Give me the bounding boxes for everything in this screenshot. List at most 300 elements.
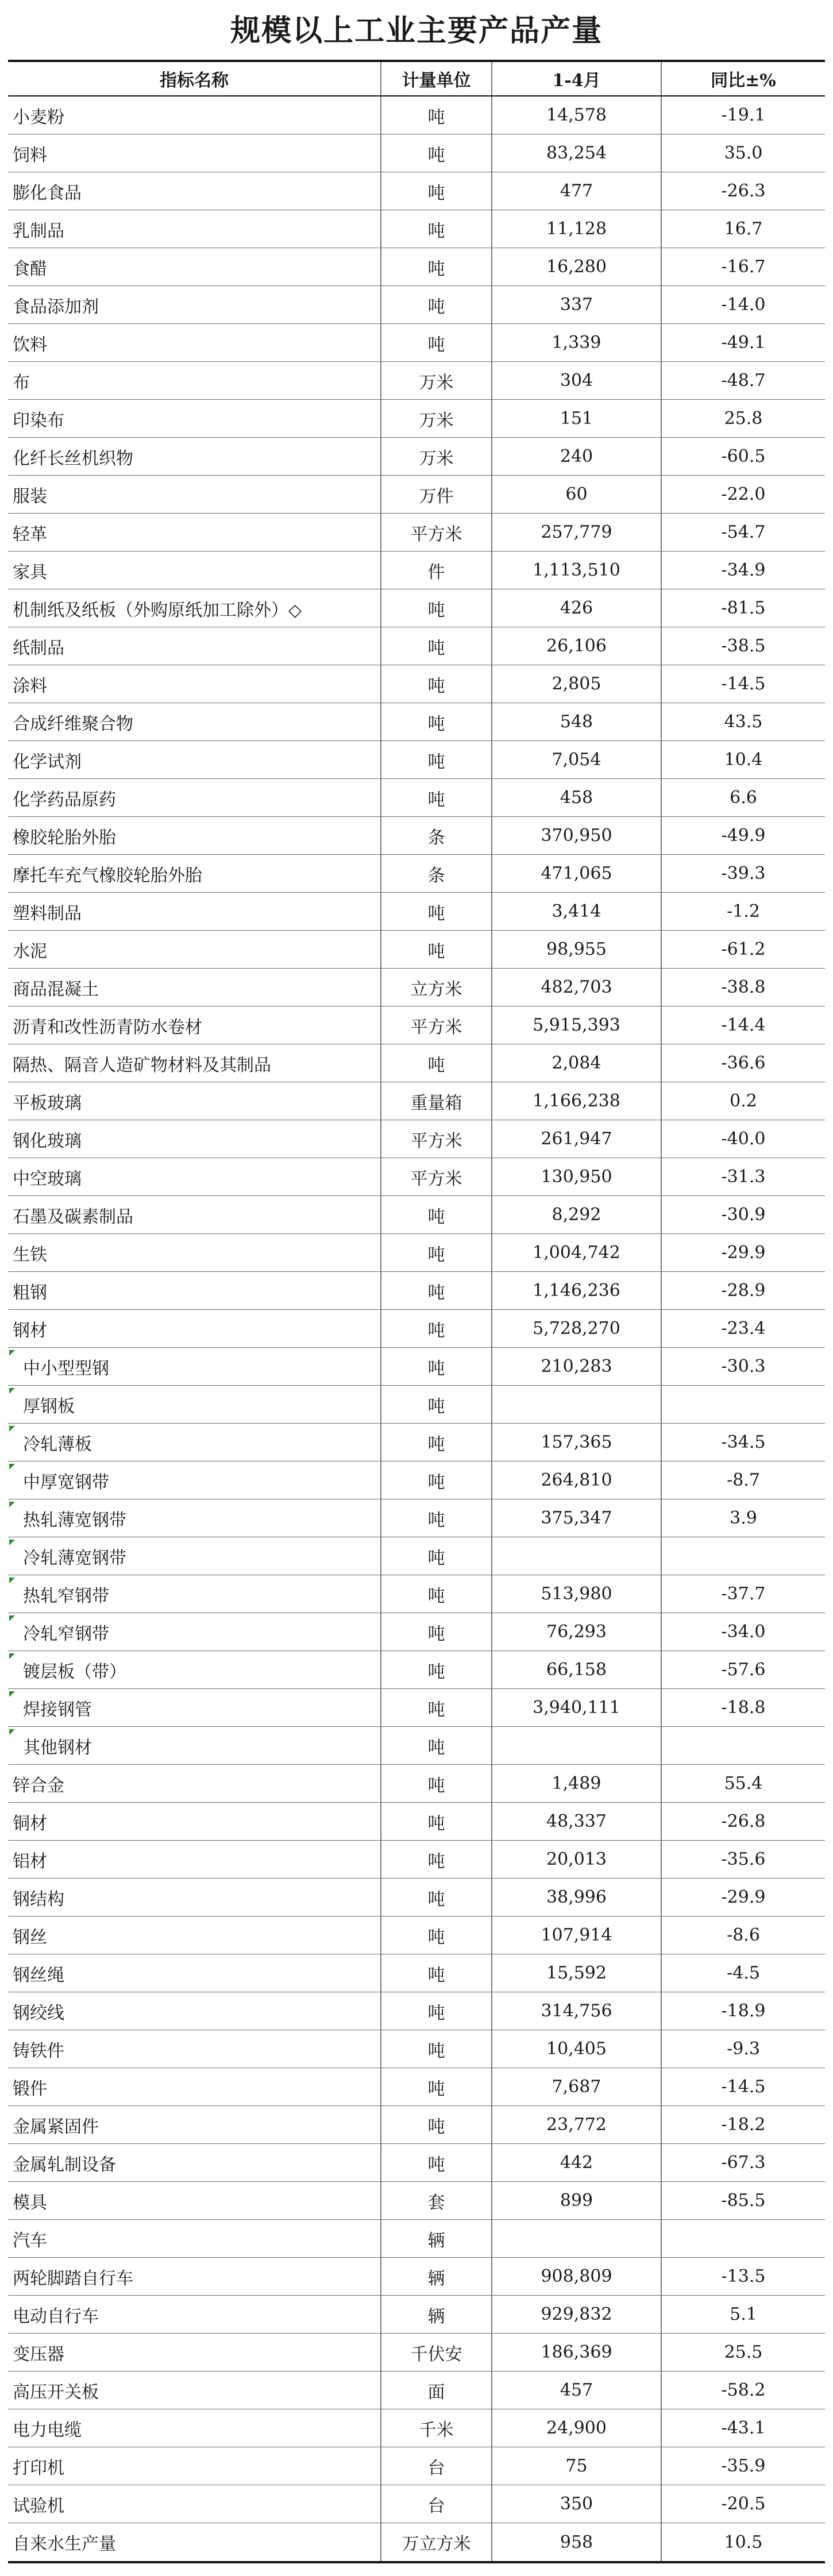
cell-change	[661, 2485, 825, 2523]
cell-value-text: 337	[560, 295, 593, 315]
cell-value	[491, 362, 661, 399]
cell-value-text: 20,013	[546, 1849, 607, 1869]
header-indicator-name: 指标名称	[160, 71, 229, 91]
table-row	[8, 2447, 825, 2485]
table-row	[8, 1158, 825, 1196]
table-row	[8, 1424, 825, 1461]
table-row	[8, 1727, 825, 1765]
cell-name-text: 乳制品	[13, 221, 64, 241]
cell-change-text: -14.5	[721, 674, 766, 694]
cell-name-text: 化纤长丝机织物	[13, 448, 133, 469]
cell-value-text: 14,578	[546, 105, 607, 125]
table-row	[8, 1992, 825, 2030]
cell-value	[491, 779, 661, 816]
cell-unit-text: 平方米	[410, 1131, 462, 1151]
cell-unit	[380, 779, 491, 816]
cell-value	[491, 1461, 661, 1499]
cell-name-text: 打印机	[13, 2458, 64, 2478]
cell-value	[491, 1007, 661, 1044]
cell-change	[661, 817, 825, 854]
table-row	[8, 1348, 825, 1386]
cell-value-text: 8,292	[552, 1205, 601, 1225]
cell-change-text: -8.7	[727, 1470, 760, 1490]
cell-unit-text: 吨	[427, 789, 445, 810]
cell-unit	[380, 1613, 491, 1651]
cell-name	[8, 1499, 380, 1537]
cell-name-text: 金属紧固件	[13, 2116, 99, 2137]
cell-change	[661, 2144, 825, 2181]
cell-change	[661, 438, 825, 475]
cell-name-text: 机制纸及纸板（外购原纸加工除外）◇	[13, 600, 302, 620]
cell-unit	[380, 476, 491, 513]
cell-change-text: -13.5	[721, 2266, 766, 2286]
cell-change-text: 16.7	[724, 219, 763, 239]
cell-change	[661, 2258, 825, 2295]
cell-name-text: 钢化玻璃	[13, 1131, 82, 1151]
header-yoy-change: 同比±%	[661, 62, 825, 95]
cell-unit	[380, 1234, 491, 1271]
cell-unit-text: 吨	[427, 1775, 445, 1796]
cell-value	[491, 1158, 661, 1196]
table-row	[8, 893, 825, 931]
cell-value	[491, 931, 661, 968]
table-row	[8, 1537, 825, 1575]
cell-name-text: 铸铁件	[13, 2041, 64, 2061]
cell-name-text: 高压开关板	[13, 2382, 99, 2403]
cell-name	[8, 2030, 380, 2068]
cell-change	[661, 969, 825, 1006]
cell-name-text: 冷轧薄板	[23, 1434, 92, 1455]
cell-change-text: -30.3	[721, 1356, 766, 1376]
cell-change	[661, 2182, 825, 2219]
table-row	[8, 362, 825, 400]
cell-unit	[380, 589, 491, 627]
cell-change-text: -61.2	[721, 939, 766, 959]
cell-value	[491, 1879, 661, 1916]
cell-value	[491, 324, 661, 361]
cell-unit-text: 万米	[419, 372, 454, 393]
cell-name-text: 金属轧制设备	[13, 2154, 116, 2175]
cell-change-text: -1.2	[727, 901, 760, 921]
cell-change-text: -85.5	[721, 2191, 766, 2211]
cell-unit-text: 吨	[427, 1472, 445, 1493]
cell-name-text: 石墨及碳素制品	[13, 1206, 133, 1227]
cell-value-text: 458	[560, 788, 593, 808]
table-row	[8, 1575, 825, 1613]
cell-value	[491, 703, 661, 741]
cell-unit-text: 万米	[419, 448, 454, 469]
cell-unit	[380, 1765, 491, 1802]
cell-name-text: 热轧窄钢带	[23, 1586, 109, 1606]
cell-value	[491, 1954, 661, 1992]
cell-name-text: 印染布	[13, 410, 64, 431]
cell-value-text: 314,756	[541, 2001, 612, 2021]
cell-value	[491, 1689, 661, 1726]
cell-name-text: 铜材	[13, 1813, 47, 1834]
cell-value-text: 11,128	[546, 219, 607, 239]
comment-marker-icon	[9, 1426, 15, 1432]
cell-name-text: 钢丝绳	[13, 1965, 64, 1985]
cell-change-text: -34.0	[721, 1622, 766, 1642]
cell-name	[8, 2220, 380, 2257]
cell-unit	[380, 2334, 491, 2371]
table-row	[8, 2523, 825, 2561]
cell-value-text: 23,772	[546, 2115, 607, 2135]
cell-unit-text: 平方米	[410, 1017, 462, 1038]
cell-value-text: 83,254	[546, 143, 607, 163]
cell-value-text: 1,489	[552, 1773, 601, 1794]
cell-value-text: 157,365	[541, 1432, 612, 1452]
cell-name-text: 食品添加剂	[13, 296, 99, 317]
cell-unit-text: 吨	[427, 107, 445, 128]
cell-change-text: -34.5	[721, 1432, 766, 1452]
cell-change-text: -18.9	[721, 2001, 766, 2021]
cell-change	[661, 1386, 825, 1423]
cell-name	[8, 1348, 380, 1385]
cell-unit	[380, 2030, 491, 2068]
cell-name-text: 膨化食品	[13, 183, 82, 203]
cell-name-text: 汽车	[13, 2230, 47, 2251]
cell-unit	[380, 855, 491, 892]
cell-change-text: -67.3	[721, 2153, 766, 2173]
table-row	[8, 1841, 825, 1879]
cell-change-text: -20.5	[721, 2494, 766, 2514]
cell-change	[661, 1310, 825, 1347]
cell-change-text: 0.2	[730, 1091, 757, 1111]
cell-name-text: 锌合金	[13, 1775, 64, 1796]
table-row	[8, 969, 825, 1007]
cell-change-text: 35.0	[724, 143, 763, 163]
cell-name-text: 中小型型钢	[23, 1358, 109, 1379]
table-row	[8, 1272, 825, 1310]
cell-unit-text: 吨	[427, 1282, 445, 1303]
cell-change	[661, 589, 825, 627]
cell-name-text: 厚钢板	[23, 1396, 75, 1417]
cell-unit	[380, 2182, 491, 2219]
cell-value	[491, 855, 661, 892]
cell-name-text: 中厚宽钢带	[23, 1472, 109, 1493]
cell-unit-text: 吨	[427, 638, 445, 658]
cell-value	[491, 1841, 661, 1878]
cell-change-text: 43.5	[724, 712, 763, 732]
cell-value	[491, 741, 661, 778]
cell-value-text: 426	[560, 598, 593, 618]
cell-change-text: -31.3	[721, 1167, 766, 1187]
cell-change-text: -26.8	[721, 1811, 766, 1831]
cell-change	[661, 2220, 825, 2257]
cell-unit-text: 吨	[427, 1927, 445, 1948]
cell-name-text: 钢结构	[13, 1889, 64, 1910]
cell-change	[661, 1575, 825, 1613]
cell-name	[8, 2409, 380, 2447]
cell-unit-text: 吨	[427, 1548, 445, 1568]
cell-unit	[380, 210, 491, 248]
table-row	[8, 1044, 825, 1082]
cell-name	[8, 210, 380, 248]
cell-unit	[380, 1841, 491, 1878]
cell-value-text: 482,703	[541, 977, 612, 997]
cell-value	[491, 2409, 661, 2447]
cell-change	[661, 2447, 825, 2485]
cell-change	[661, 324, 825, 361]
cell-unit	[380, 2523, 491, 2561]
cell-name-text: 冷轧薄宽钢带	[23, 1548, 126, 1568]
cell-change	[661, 2523, 825, 2561]
cell-unit-text: 吨	[427, 1813, 445, 1834]
cell-name	[8, 1803, 380, 1840]
cell-change-text: -39.3	[721, 863, 766, 884]
cell-value	[491, 1575, 661, 1613]
cell-unit-text: 万米	[419, 410, 454, 431]
cell-name	[8, 1234, 380, 1271]
cell-unit-text: 吨	[427, 941, 445, 962]
cell-change	[661, 1879, 825, 1916]
cell-name-text: 焊接钢管	[23, 1699, 92, 1720]
cell-value	[491, 514, 661, 551]
cell-name-text: 生铁	[13, 1244, 47, 1265]
cell-unit	[380, 1007, 491, 1044]
table-row	[8, 1007, 825, 1044]
table-row	[8, 514, 825, 552]
cell-value-text: 304	[560, 371, 593, 391]
cell-value	[491, 1044, 661, 1082]
table-row	[8, 741, 825, 779]
cell-change-text: 5.1	[730, 2304, 757, 2324]
cell-name-text: 橡胶轮胎外胎	[13, 827, 116, 848]
cell-name-text: 自来水生产量	[13, 2534, 116, 2554]
table-row	[8, 1461, 825, 1499]
cell-unit	[380, 1537, 491, 1575]
cell-value	[491, 2220, 661, 2257]
comment-marker-icon	[9, 1729, 15, 1735]
cell-name	[8, 1954, 380, 1992]
table-row	[8, 1499, 825, 1537]
cell-name-text: 中空玻璃	[13, 1169, 82, 1189]
cell-name	[8, 2334, 380, 2371]
cell-name-text: 电动自行车	[13, 2306, 99, 2327]
cell-name	[8, 2106, 380, 2143]
cell-value-text: 1,113,510	[533, 560, 620, 580]
cell-name-text: 饮料	[13, 334, 47, 355]
cell-name	[8, 1158, 380, 1196]
cell-change-text: -54.7	[721, 522, 766, 542]
cell-unit	[380, 97, 491, 134]
cell-value-text: 76,293	[546, 1622, 607, 1642]
cell-name	[8, 1879, 380, 1916]
cell-value-text: 66,158	[546, 1660, 607, 1680]
table-row	[8, 210, 825, 248]
cell-value-text: 477	[560, 181, 593, 201]
cell-value-text: 513,980	[541, 1584, 612, 1604]
table-row	[8, 703, 825, 741]
cell-name-text: 轻革	[13, 524, 47, 545]
cell-change	[661, 1424, 825, 1461]
cell-unit-text: 吨	[427, 1965, 445, 1985]
cell-name-text: 家具	[13, 562, 47, 583]
cell-name	[8, 1196, 380, 1233]
cell-change	[661, 552, 825, 589]
cell-value-text: 75	[565, 2456, 588, 2476]
cell-value-text: 107,914	[541, 1925, 612, 1945]
cell-unit	[380, 286, 491, 323]
table-row	[8, 665, 825, 703]
cell-value	[491, 1310, 661, 1347]
cell-unit	[380, 1424, 491, 1461]
cell-name-text: 电力电缆	[13, 2420, 82, 2440]
cell-name-text: 化学试剂	[13, 751, 82, 772]
cell-name-text: 铝材	[13, 1851, 47, 1872]
cell-unit-text: 吨	[427, 1851, 445, 1872]
cell-name-text: 服装	[13, 486, 47, 507]
cell-change-text: -35.6	[721, 1849, 766, 1869]
cell-name	[8, 817, 380, 854]
cell-name	[8, 741, 380, 778]
cell-change	[661, 400, 825, 437]
cell-name-text: 商品混凝土	[13, 979, 99, 1000]
cell-name-text: 布	[13, 372, 30, 393]
cell-unit-text: 平方米	[410, 524, 462, 545]
table-row	[8, 324, 825, 362]
cell-change	[661, 627, 825, 665]
cell-name	[8, 589, 380, 627]
comment-marker-icon	[9, 1578, 15, 1583]
cell-change-text: -49.1	[721, 333, 766, 353]
cell-unit-text: 吨	[427, 1889, 445, 1910]
table-row	[8, 438, 825, 476]
cell-name	[8, 969, 380, 1006]
cell-name	[8, 1727, 380, 1764]
cell-value-text: 375,347	[541, 1508, 612, 1528]
cell-value	[491, 210, 661, 248]
cell-unit	[380, 1348, 491, 1385]
table-row	[8, 2485, 825, 2523]
cell-unit	[380, 324, 491, 361]
cell-value-text: 186,369	[541, 2342, 612, 2362]
cell-value-text: 929,832	[541, 2304, 612, 2324]
cell-change-text: -57.6	[721, 1660, 766, 1680]
cell-value	[491, 2371, 661, 2409]
cell-name-text: 镀层板（带）	[23, 1661, 126, 1682]
cell-name-text: 钢丝	[13, 1927, 47, 1948]
cell-change	[661, 1461, 825, 1499]
table-row	[8, 2409, 825, 2447]
cell-name	[8, 1272, 380, 1309]
cell-change	[661, 1120, 825, 1158]
table-header-row	[8, 62, 825, 97]
cell-unit	[380, 1386, 491, 1423]
cell-name	[8, 1424, 380, 1461]
cell-value-text: 899	[560, 2191, 593, 2211]
cell-unit-text: 吨	[427, 1737, 445, 1758]
cell-change-text: -35.9	[721, 2456, 766, 2476]
cell-name	[8, 362, 380, 399]
cell-value-text: 3,940,111	[533, 1698, 620, 1718]
table-row	[8, 1879, 825, 1916]
table-row	[8, 2296, 825, 2334]
table-row	[8, 627, 825, 665]
cell-change	[661, 1916, 825, 1954]
cell-unit	[380, 1082, 491, 1120]
table-row	[8, 931, 825, 969]
cell-name	[8, 172, 380, 210]
cell-unit	[380, 172, 491, 210]
cell-value	[491, 969, 661, 1006]
table-row	[8, 1310, 825, 1348]
product-output-table	[8, 60, 825, 2563]
table-row	[8, 1120, 825, 1158]
table-row	[8, 817, 825, 855]
cell-name-text: 热轧薄宽钢带	[23, 1510, 126, 1530]
cell-name-text: 其他钢材	[23, 1737, 92, 1758]
cell-change	[661, 2409, 825, 2447]
cell-change-text: -60.5	[721, 446, 766, 466]
table-row	[8, 2258, 825, 2296]
comment-marker-icon	[9, 1653, 15, 1659]
cell-unit	[380, 2220, 491, 2257]
cell-name	[8, 1386, 380, 1423]
cell-value-text: 471,065	[541, 863, 612, 884]
cell-name-text: 变压器	[13, 2344, 64, 2365]
cell-unit-text: 台	[427, 2458, 445, 2478]
cell-change	[661, 210, 825, 248]
cell-name	[8, 1916, 380, 1954]
cell-change-text: -19.1	[721, 105, 766, 125]
cell-name	[8, 1120, 380, 1158]
table-row	[8, 1916, 825, 1954]
cell-unit-text: 吨	[427, 1206, 445, 1227]
cell-change	[661, 1727, 825, 1764]
cell-name	[8, 2258, 380, 2295]
cell-name	[8, 324, 380, 361]
table-row	[8, 1196, 825, 1234]
cell-name-text: 食醋	[13, 259, 47, 279]
cell-change	[661, 1651, 825, 1688]
cell-name	[8, 1575, 380, 1613]
cell-unit-text: 条	[427, 827, 445, 848]
cell-unit-text: 重量箱	[410, 1093, 462, 1113]
cell-value	[491, 627, 661, 665]
cell-change	[661, 286, 825, 323]
cell-value-text: 958	[560, 2532, 593, 2552]
table-row	[8, 400, 825, 438]
cell-unit	[380, 1992, 491, 2030]
table-row	[8, 1689, 825, 1727]
cell-change	[661, 172, 825, 210]
cell-name	[8, 893, 380, 930]
cell-unit-text: 吨	[427, 751, 445, 772]
cell-unit	[380, 893, 491, 930]
cell-unit-text: 吨	[427, 296, 445, 317]
cell-value	[491, 2447, 661, 2485]
cell-value	[491, 172, 661, 210]
cell-value-text: 60	[565, 484, 588, 504]
cell-value-text: 908,809	[541, 2266, 612, 2286]
cell-unit-text: 吨	[427, 145, 445, 165]
cell-name	[8, 2447, 380, 2485]
cell-change	[661, 1499, 825, 1537]
cell-unit	[380, 1879, 491, 1916]
cell-name	[8, 438, 380, 475]
cell-unit-text: 吨	[427, 676, 445, 696]
cell-unit-text: 立方米	[410, 979, 462, 1000]
cell-unit-text: 千伏安	[410, 2344, 462, 2365]
cell-change	[661, 1044, 825, 1082]
table-row	[8, 248, 825, 286]
cell-change-text: -9.3	[727, 2039, 760, 2059]
cell-unit	[380, 703, 491, 741]
cell-value-text: 16,280	[546, 257, 607, 277]
cell-value	[491, 1992, 661, 2030]
